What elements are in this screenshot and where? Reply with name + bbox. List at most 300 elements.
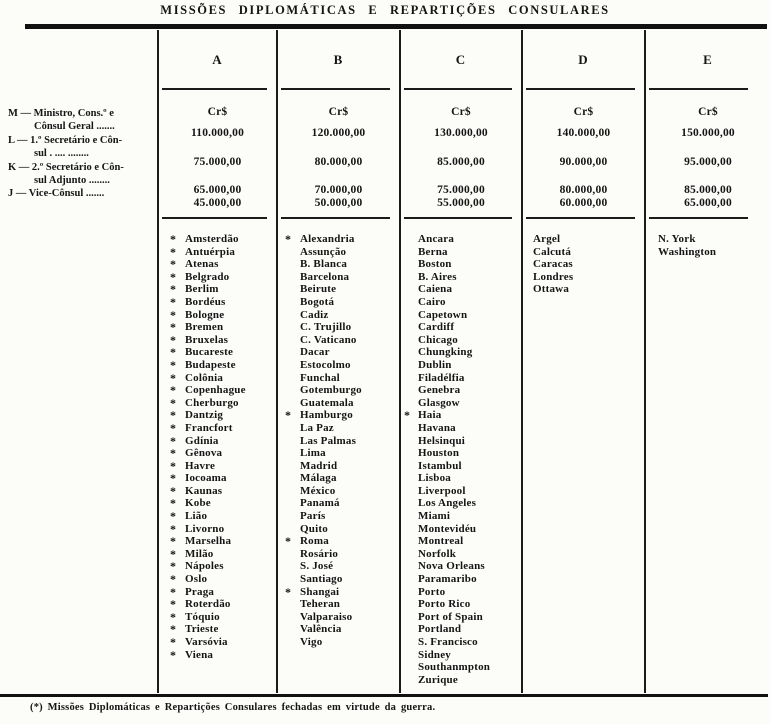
city-row [170,233,276,246]
city-row [170,485,276,498]
city-name: Barcelona [300,270,350,283]
column-letter: C [455,52,467,67]
salary-underline [649,217,748,219]
city-list [523,233,644,296]
column-a [159,30,276,694]
city-row [404,246,521,259]
star-placeholder [404,548,418,561]
city-name: Ottawa [533,283,570,296]
city-row [170,321,276,334]
salary-underline [404,217,512,219]
city-row [170,636,276,649]
city-name: Beirute [300,283,337,296]
city-name: Cardiff [418,321,455,334]
city-row [404,611,521,624]
city-row [285,548,399,561]
salary-minister: 140.000,00 [556,127,611,139]
city-row [170,409,276,422]
column-letter: D [578,52,589,67]
city-list [646,233,770,258]
star-placeholder [285,510,300,523]
city-row [285,321,399,334]
city-name: Bologne [185,308,225,321]
star-placeholder [285,598,300,611]
star-placeholder [285,422,300,435]
column-letter: A [212,52,223,67]
city-row [285,611,399,624]
city-name: Capetown [418,308,468,321]
city-name: Bogotá [300,295,335,308]
city-row [170,523,276,536]
star-placeholder [285,346,300,359]
city-row [170,435,276,448]
city-row [170,510,276,523]
city-row [170,271,276,284]
war-closed-asterisk: * [170,597,177,612]
salary-second-secretary: 75.000,00 [437,184,485,196]
war-closed-asterisk: * [285,584,292,599]
war-closed-asterisk: * [170,635,177,649]
war-closed-asterisk: * [170,446,177,461]
city-row [404,346,521,359]
city-name: Kaunas [185,484,223,497]
city-row [404,372,521,385]
city-name: Boston [418,258,452,271]
city-name: Belgrado [185,270,230,283]
city-row [285,510,399,523]
city-name: Praga [185,585,215,598]
city-name: Assunção [300,245,347,258]
city-row [285,271,399,284]
star-placeholder [404,611,418,624]
city-row [285,447,399,460]
salary-first-secretary: 80.000,00 [314,156,363,168]
city-row [170,384,276,397]
city-row [170,497,276,510]
city-name: Nova Orleans [418,560,485,573]
star-placeholder [285,296,300,309]
salary-second-secretary: 85.000,00 [684,184,732,196]
city-row [404,258,521,271]
war-closed-asterisk: * [170,483,177,498]
salary-minister: 130.000,00 [434,127,488,139]
bottom-rule [0,693,768,697]
city-row [404,636,521,649]
city-name: Haia [418,409,442,422]
city-name: Cadiz [300,308,329,321]
city-name: Valparaiso [300,610,353,623]
war-closed-asterisk: * [170,509,177,524]
star-placeholder [404,346,418,359]
city-name: Gdínia [185,434,219,447]
city-row [404,233,521,246]
city-row [170,422,276,435]
salary-minister: 120.000,00 [311,127,366,139]
salary-minister: 110.000,00 [190,127,245,139]
star-placeholder [285,258,300,271]
star-placeholder [285,548,300,561]
star-placeholder [404,460,418,473]
war-closed-asterisk: * [170,408,177,423]
war-closed-asterisk: * [170,370,177,385]
city-name: Los Angeles [418,497,477,510]
city-name: Atenas [185,258,219,271]
salary-vice-consul: 60.000,00 [559,197,608,209]
city-row [533,233,644,246]
star-placeholder [404,472,418,485]
city-row [285,435,399,448]
city-row [285,346,399,359]
legend-line: sul Adjunto ........ [34,175,110,187]
war-closed-asterisk: * [170,307,177,322]
city-name: Dantzig [185,409,224,422]
war-closed-asterisk: * [170,345,177,360]
city-name: Livorno [185,522,225,535]
city-row [285,296,399,309]
salary-first-secretary: 85.000,00 [437,156,485,168]
city-name: Porto [418,585,446,598]
war-closed-asterisk: * [285,232,292,246]
star-placeholder [404,586,418,599]
city-name: Oslo [185,573,208,586]
city-name: Montevidéu [418,522,477,535]
star-placeholder [285,460,300,473]
city-row [404,321,521,334]
salary-first-secretary: 95.000,00 [684,156,732,168]
city-name: Estocolmo [300,358,351,371]
city-row [170,649,276,662]
city-row [170,296,276,309]
city-name: Bordéus [185,295,226,308]
city-name: Francfort [185,421,233,434]
city-row [285,384,399,397]
star-placeholder [404,271,418,284]
column-letter: E [703,52,713,67]
city-name: Port of Spain [418,610,483,623]
war-closure-footnote: (*) Missões Diplomáticas e Repartições Consulares fechadas em virtude da guerra. [30,702,436,713]
city-name: Havre [185,459,216,472]
star-placeholder [404,560,418,573]
city-name: La Paz [300,421,334,434]
currency-label: Cr$ [328,106,349,118]
city-row [404,472,521,485]
city-row [170,598,276,611]
city-row [404,573,521,586]
city-row [285,397,399,410]
city-name: Bruxelas [185,333,229,346]
city-name: Vigo [300,636,323,648]
city-row [404,661,521,674]
legend-line: K — 2.º Secretário e Côn- [8,161,124,173]
city-name: Las Palmas [300,434,357,447]
city-row [285,497,399,510]
city-name: México [300,484,336,497]
city-name: Sidney [418,648,451,661]
city-name: Argel [533,233,561,245]
city-name: Funchal [300,371,340,384]
city-name: Southanmpton [418,661,491,674]
city-row [404,397,521,410]
city-name: Chicago [418,333,458,346]
column-e [646,30,770,694]
star-placeholder [404,523,418,536]
city-name: Norfolk [418,547,457,560]
city-name: Lima [300,447,326,460]
city-list [401,233,521,686]
city-name: Nápoles [185,560,224,573]
city-row [170,573,276,586]
city-row [170,309,276,322]
city-row [170,560,276,573]
legend-line: J — Vice-Cônsul ....... [8,188,105,200]
star-placeholder [404,510,418,523]
war-closed-asterisk: * [170,357,177,372]
city-name: N. York [658,233,696,245]
currency-label: Cr$ [573,106,594,118]
city-row [285,636,399,649]
war-closed-asterisk: * [170,622,177,637]
city-row [170,258,276,271]
city-name: Tóquio [185,610,220,623]
rank-legend [8,107,158,201]
star-placeholder [285,309,300,322]
currency-label: Cr$ [207,106,228,118]
city-row [404,623,521,636]
city-name: Varsóvia [185,636,228,648]
column-d [523,30,644,694]
city-row [285,472,399,485]
city-row [404,560,521,573]
star-placeholder [285,384,300,397]
city-row [170,283,276,296]
city-row [533,246,644,259]
city-row [404,598,521,611]
city-name: Bucareste [185,346,234,359]
city-name: Portland [418,623,462,636]
salary-vice-consul: 65.000,00 [684,197,732,209]
city-row [658,233,770,246]
top-double-rule [25,23,767,29]
city-name: Bremen [185,321,224,334]
star-placeholder [285,435,300,448]
city-name: Dublin [418,358,452,371]
star-placeholder [285,447,300,460]
salary-second-secretary: 70.000,00 [314,184,363,196]
city-name: Amsterdão [185,233,239,245]
city-row [404,510,521,523]
city-row [170,334,276,347]
city-row [170,359,276,372]
star-placeholder [285,321,300,334]
city-row [404,359,521,372]
war-closed-asterisk: * [404,408,411,423]
city-name: París [300,510,326,523]
war-closed-asterisk: * [170,496,177,511]
city-row [533,258,644,271]
city-row [404,435,521,448]
city-name: Istambul [418,459,462,472]
city-name: Zurique [418,673,458,686]
city-name: Shangai [300,585,340,598]
city-name: Dacar [300,346,330,359]
star-placeholder [285,472,300,485]
star-placeholder [285,636,300,649]
star-placeholder [404,598,418,611]
star-placeholder [285,372,300,385]
city-name: S. Francisco [418,636,478,648]
city-row [170,535,276,548]
city-row [285,246,399,259]
star-placeholder [404,296,418,309]
war-closed-asterisk: * [285,408,292,423]
city-row [170,397,276,410]
currency-label: Cr$ [698,106,718,118]
star-placeholder [404,246,418,259]
city-row [170,611,276,624]
city-row [285,422,399,435]
city-row [404,460,521,473]
header-underline [162,88,267,90]
city-row [404,485,521,498]
city-row [170,548,276,561]
star-placeholder [404,435,418,448]
star-placeholder [285,573,300,586]
city-row [285,598,399,611]
star-placeholder [404,384,418,397]
city-list [278,233,399,649]
star-placeholder [404,359,418,372]
salary-underline [162,217,267,219]
city-name: Miami [418,510,451,523]
war-closed-asterisk: * [170,559,177,574]
war-closed-asterisk: * [170,647,177,662]
city-name: C. Trujillo [300,321,352,334]
city-name: Trieste [185,623,219,636]
salary-underline [526,217,635,219]
legend-line: sul . .... ........ [34,148,89,160]
city-name: Filadélfia [418,371,465,384]
city-name: Londres [533,270,574,283]
city-row [285,359,399,372]
salary-vice-consul: 50.000,00 [314,197,363,209]
city-name: Liverpool [418,484,466,497]
city-name: Houston [418,447,460,460]
city-row [404,523,521,536]
column-b [278,30,399,694]
city-name: B. Aires [418,270,457,283]
city-row [170,447,276,460]
city-row [404,296,521,309]
star-placeholder [404,649,418,662]
war-closed-asterisk: * [170,433,177,448]
star-placeholder [404,334,418,347]
city-row [404,674,521,687]
city-name: Calcutá [533,245,572,258]
city-row [285,573,399,586]
city-row [170,472,276,485]
city-row [404,497,521,510]
star-placeholder [285,334,300,347]
city-name: Paramaribo [418,573,477,586]
city-name: Rosário [300,547,339,560]
city-row [285,258,399,271]
column-letter: B [333,52,344,67]
city-name: Copenhague [185,384,246,397]
city-name: Roterdão [185,598,231,611]
city-row [404,283,521,296]
war-closed-asterisk: * [170,458,177,473]
city-name: Glasgow [418,396,460,409]
city-row [285,334,399,347]
city-name: Gotemburgo [300,384,362,397]
star-placeholder [404,321,418,334]
war-closed-asterisk: * [170,572,177,587]
salary-underline [281,217,390,219]
city-name: Caiena [418,283,453,296]
city-name: Teheran [300,598,341,611]
war-closed-asterisk: * [170,232,177,246]
currency-label: Cr$ [451,106,471,118]
city-row [285,233,399,246]
city-name: Kobe [185,497,211,510]
city-name: Santiago [300,573,343,586]
city-row [404,447,521,460]
star-placeholder [404,661,418,674]
war-closed-asterisk: * [170,244,177,259]
city-row [533,271,644,284]
city-name: Gênova [185,447,223,460]
star-placeholder [404,485,418,498]
star-placeholder [285,497,300,510]
star-placeholder [404,447,418,460]
header-underline [526,88,635,90]
star-placeholder [285,283,300,296]
city-name: Lisboa [418,472,451,485]
city-name: Cherburgo [185,396,239,409]
city-row [285,535,399,548]
war-closed-asterisk: * [170,609,177,624]
city-row [285,409,399,422]
city-name: Berna [418,245,448,258]
salary-first-secretary: 75.000,00 [193,156,242,168]
star-placeholder [404,535,418,548]
city-name: Washington [658,245,717,258]
star-placeholder [404,573,418,586]
city-row [170,460,276,473]
city-name: Antuérpia [185,245,236,258]
page-title: MISSÕES DIPLOMÁTICAS E REPARTIÇÕES CONSULARES [160,3,610,17]
salary-second-secretary: 65.000,00 [193,184,242,196]
city-name: C. Vaticano [300,333,357,346]
star-placeholder [285,246,300,259]
city-name: Valência [300,623,342,636]
salary-first-secretary: 90.000,00 [559,156,608,168]
city-row [170,372,276,385]
star-placeholder [404,623,418,636]
city-row [285,460,399,473]
city-row [404,586,521,599]
star-placeholder [404,258,418,271]
city-name: Roma [300,535,329,548]
legend-line: Cônsul Geral ....... [34,121,115,133]
header-underline [649,88,748,90]
city-row [170,623,276,636]
city-name: Iocoama [185,472,227,485]
salary-vice-consul: 45.000,00 [193,197,242,209]
city-row [285,560,399,573]
star-placeholder [285,623,300,636]
city-row [285,372,399,385]
